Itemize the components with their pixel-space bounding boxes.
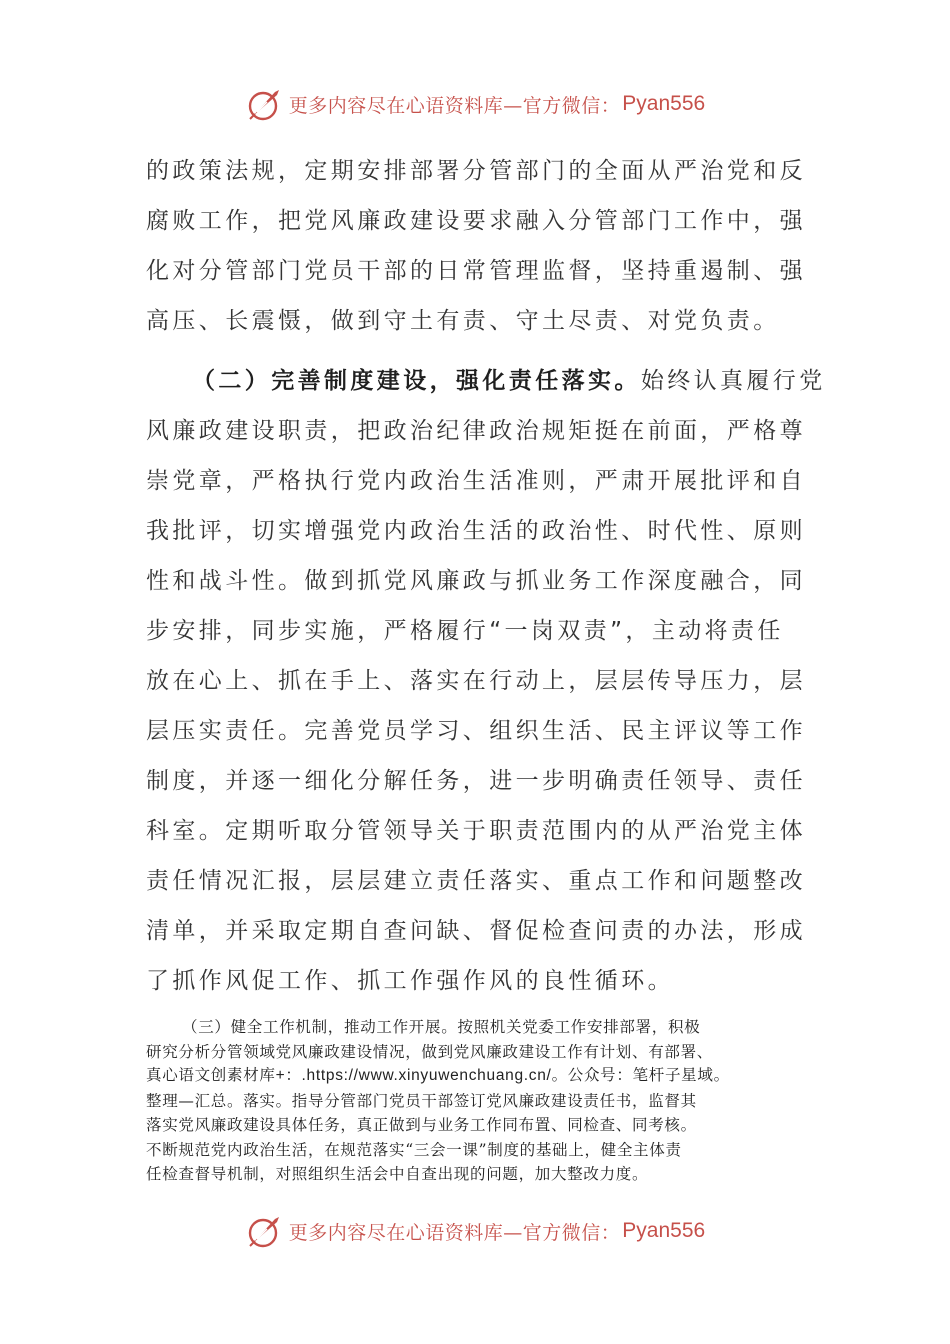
text-line: 落实党风廉政建设具体任务，真正做到与业务工作同布置、同检查、同考核。 — [146, 1116, 697, 1134]
banner-text: 更多内容尽在心语资料库—官方微信： — [288, 1221, 621, 1244]
text-line: 化对分管部门党员干部的日常管理监督，坚持重遏制、强 — [146, 258, 806, 284]
section-two-first-line — [146, 356, 826, 406]
header-banner — [0, 82, 950, 126]
text-line: 了抓作风促工作、抓工作强作风的良性循环。 — [146, 968, 674, 994]
text-line: 高压、长震慑，做到守土有责、守土尽责、对党负责。 — [146, 308, 780, 334]
text-line: 研究分析分管领域党风廉政建设情况，做到党风廉政建设工作有计划、有部署、 — [146, 1042, 714, 1061]
section-heading: （二）完善制度建设，强化责任落实。 — [192, 368, 641, 394]
text-line: 制度，并逐一细化分解任务，进一步明确责任领导、责任 — [146, 768, 806, 794]
text-line: 的政策法规，定期安排部署分管部门的全面从严治党和反 — [146, 158, 806, 184]
text-line: 任检查督导机制，对照组织生活会中自查出现的问题，加大整改力度。 — [146, 1165, 649, 1183]
section-two — [146, 356, 826, 1006]
text-line: 我批评，切实增强党内政治生活的政治性、时代性、原则 — [146, 518, 806, 544]
text-line: 层压实责任。完善党员学习、组织生活、民主评议等工作 — [146, 718, 806, 744]
text-line: 不断规范党内政治生活，在规范落实“三会一课”制度的基础上，健全主体责 — [146, 1140, 682, 1159]
text-line: 责任情况汇报，层层建立责任落实、重点工作和问题整改 — [146, 868, 806, 894]
text-line: 科室。定期听取分管领导关于职责范围内的从严治党主体 — [146, 818, 806, 844]
footer-banner — [0, 1209, 950, 1253]
text-fragment: 始终认真履行党 — [640, 368, 826, 394]
text-line: 放在心上、抓在手上、落实在行动上，层层传导压力，层 — [146, 668, 806, 694]
wechat-handle: Pyan556 — [622, 1219, 706, 1242]
quill-pen-icon — [245, 84, 285, 124]
wechat-handle: Pyan556 — [622, 92, 706, 115]
banner-text: 更多内容尽在心语资料库—官方微信： — [288, 94, 621, 117]
text-line: 腐败工作，把党风廉政建设要求融入分管部门工作中，强 — [146, 208, 806, 234]
paragraph-continuation — [146, 146, 812, 346]
text-line: 风廉政建设职责，把政治纪律政治规矩挺在前面，严格尊 — [146, 418, 806, 444]
text-line: 崇党章，严格执行党内政治生活准则，严肃开展批评和自 — [146, 468, 806, 494]
text-line: 步安排，同步实施，严格履行“一岗双责”，主动将责任 — [146, 618, 784, 644]
section-three — [146, 1015, 826, 1187]
text-line: 整理—汇总。落实。指导分管部门党员干部签订党风廉政建设责任书，监督其 — [146, 1091, 697, 1110]
text-line: （三）健全工作机制，推动工作开展。按照机关党委工作安排部署，积极 — [182, 1018, 701, 1036]
text-line: 性和战斗性。做到抓党风廉政与抓业务工作深度融合，同 — [146, 568, 806, 594]
text-line-with-url: 真心语文创素材库+：.https://www.xinyuwenchuang.cn/。公众号：笔杆子星域。 — [146, 1067, 730, 1084]
text-line: 清单，并采取定期自查问缺、督促检查问责的办法，形成 — [146, 918, 806, 944]
quill-pen-icon — [245, 1211, 285, 1251]
